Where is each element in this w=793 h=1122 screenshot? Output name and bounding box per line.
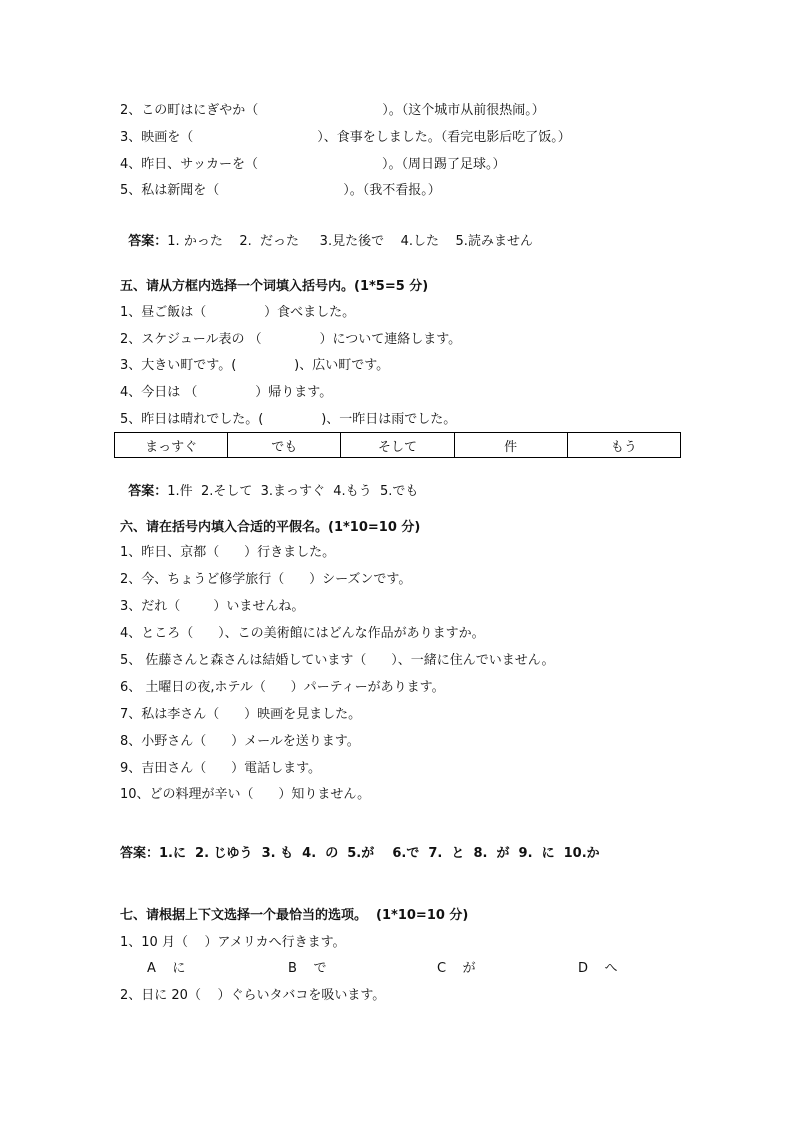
sec5-title: 五、请从方框内选择一个词填入括号内。(1*5=5 分)	[120, 279, 429, 294]
sec6-question-4: 4、ところ（ ）、この美術館にはどんな作品がありますか。	[120, 626, 485, 641]
sec4-answer-label: 答案：	[128, 234, 168, 249]
sec7-title: 七、请根据上下文选择一个最恰当的选项。 (1*10=10 分)	[120, 908, 469, 923]
sec5-option: でも	[228, 433, 341, 458]
sec6-question-8: 8、小野さん（ ）メールを送ります。	[120, 734, 360, 749]
sec4-question-4: 4、昨日、サッカーを（ ）。（周日踢了足球。）	[120, 157, 506, 172]
sec5-answer	[120, 465, 418, 501]
sec6-question-10: 10、どの料理が辛い（ ）知りません。	[120, 787, 371, 802]
sec4-question-5: 5、私は新聞を（ ）。（我不看报。）	[120, 183, 441, 198]
sec7-q1-choice-c: C が	[437, 961, 476, 976]
sec6-question-5: 5、 佐藤さんと森さんは結婚しています（ ）、一緒に住んでいません。	[120, 653, 555, 668]
sec5-answer-text: 1.件 2.そして 3.まっすぐ 4.もう 5.でも	[167, 484, 419, 499]
sec5-options-table	[114, 432, 681, 458]
sec6-question-6: 6、 土曜日の夜,ホテル（ ）パーティーがあります。	[120, 680, 445, 695]
sec6-question-3: 3、だれ（ ）いませんね。	[120, 599, 305, 614]
sec7-question-2: 2、日に 20（ ）ぐらいタバコを吸います。	[120, 988, 386, 1003]
sec5-options-row	[115, 433, 681, 458]
sec7-q1-choice-a: A に	[147, 961, 186, 976]
sec7-question-1: 1、10 月（ ）アメリカへ行きます。	[120, 935, 346, 950]
sec6-question-1: 1、昨日、京都（ ）行きました。	[120, 545, 336, 560]
sec4-question-2: 2、この町はにぎやか（ ）。（这个城市从前很热闹。）	[120, 103, 545, 118]
sec5-question-4: 4、今日は （ ）帰ります。	[120, 385, 333, 400]
sec5-option: 件	[454, 433, 567, 458]
sec6-question-9: 9、吉田さん（ ）電話します。	[120, 761, 322, 776]
sec6-question-7: 7、私は李さん（ ）映画を見ました。	[120, 707, 362, 722]
sec5-question-1: 1、昼ご飯は（ ）食べました。	[120, 305, 356, 320]
sec6-answer: 答案：1.に 2. じゆう 3. も 4. の 5.が 6.で 7. と 8. が 9. に 10.か	[120, 846, 600, 861]
sec6-question-2: 2、今、ちょうど修学旅行（ ）シーズンです。	[120, 572, 412, 587]
sec5-option: もう	[567, 433, 680, 458]
sec4-answer	[120, 215, 533, 251]
sec5-question-5: 5、昨日は晴れでした。( )、一昨日は雨でした。	[120, 412, 457, 427]
sec7-q1-choice-d: D へ	[578, 961, 618, 976]
sec4-question-3: 3、映画を（ ）、食事をしました。（看完电影后吃了饭。）	[120, 130, 571, 145]
sec4-answer-text: 1. かった 2. だった 3.見た後で 4.した 5.読みません	[167, 234, 533, 249]
sec7-q1-choice-b: B で	[288, 961, 327, 976]
sec5-answer-label: 答案：	[128, 484, 168, 499]
sec6-title: 六、请在括号内填入合适的平假名。(1*10=10 分)	[120, 520, 421, 535]
sec5-option: まっすぐ	[115, 433, 228, 458]
sec5-question-3: 3、大きい町です。( )、広い町です。	[120, 358, 390, 373]
sec5-question-2: 2、スケジュール表の （ ）について連絡します。	[120, 332, 462, 347]
sec5-option: そして	[341, 433, 454, 458]
